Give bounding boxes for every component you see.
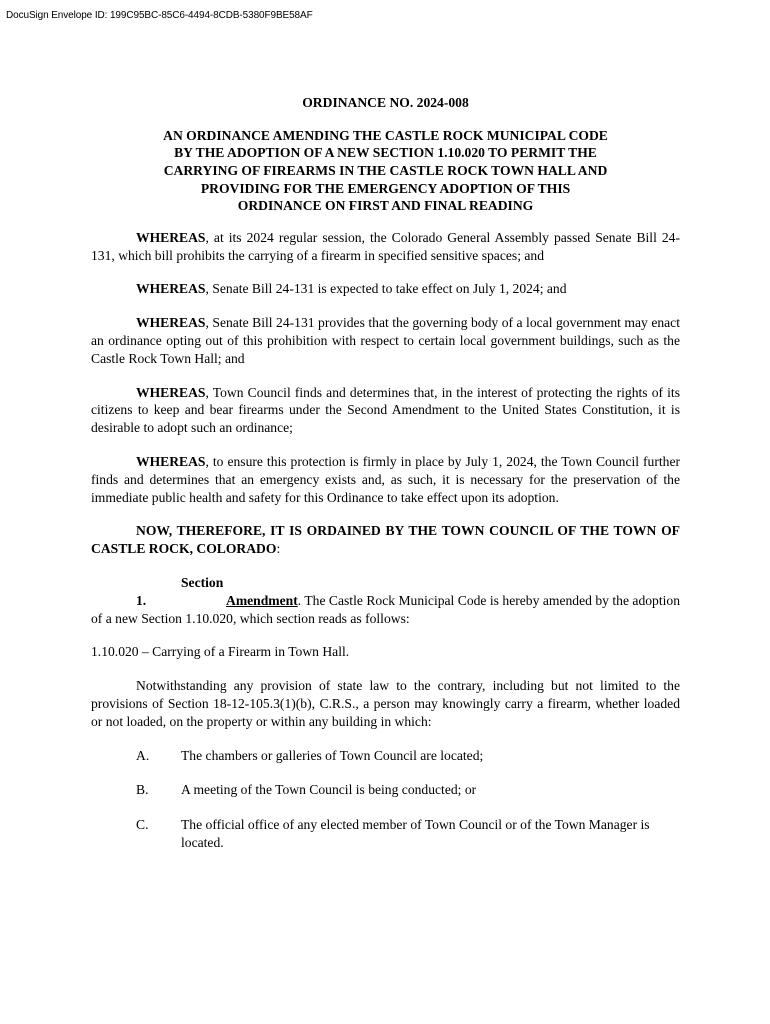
- ordained-colon: :: [276, 541, 281, 557]
- list-letter: C.: [136, 817, 149, 833]
- whereas-label: WHEREAS: [136, 384, 206, 400]
- whereas-label: WHEREAS: [136, 453, 206, 469]
- ordinance-number: ORDINANCE NO. 2024-008: [302, 95, 469, 110]
- list-text: The official office of any elected member of Town Council or of the Town Manager is located.: [181, 817, 650, 850]
- whereas-text: , to ensure this protection is firmly in place by July 1, 2024, the Town Council further finds and determines that an emergency exists and, as such, it is necessary for the preservation of the immediate public health and safety for this Ordinance to take effect upon its adoption.: [91, 453, 680, 505]
- whereas-clause-4: [91, 384, 680, 437]
- list-text: The chambers or galleries of Town Council are located;: [181, 747, 484, 763]
- whereas-text: , Senate Bill 24-131 is expected to take effect on July 1, 2024; and: [205, 281, 567, 297]
- section-label: Section 1.: [136, 574, 224, 608]
- ordinance-title: [91, 127, 680, 215]
- whereas-clause-5: [91, 453, 680, 506]
- whereas-label: WHEREAS: [136, 229, 206, 245]
- ordinance-document: [91, 94, 680, 869]
- code-body: Notwithstanding any provision of state law to the contrary, including but not limited to the provisions of Section 18-12-105.3(1)(b), C.R.S., a person may knowingly carry a firearm, whether loaded or not loaded, on the property or within any building in which:: [91, 678, 680, 729]
- list-letter: B.: [136, 782, 149, 798]
- code-heading: 1.10.020 – Carrying of a Firearm in Town Hall.: [91, 644, 350, 660]
- list-letter: A.: [136, 747, 150, 763]
- whereas-clause-1: [91, 229, 680, 265]
- ordained-clause: [91, 522, 680, 558]
- docusign-envelope-id: DocuSign Envelope ID: 199C95BC-85C6-4494-8CDB-5380F9BE58AF: [6, 10, 313, 21]
- title-line: ORDINANCE ON FIRST AND FINAL READING: [237, 198, 534, 214]
- list-item: [91, 816, 680, 852]
- section-text: . The Castle Rock Municipal Code is hereby amended by the adoption of a new Section 1.10.020, which section reads as follows:: [91, 592, 680, 626]
- title-line: CARRYING OF FIREARMS IN THE CASTLE ROCK TOWN HALL AND: [163, 162, 608, 178]
- list-text: A meeting of the Town Council is being conducted; or: [181, 782, 477, 798]
- section-1: [91, 574, 680, 627]
- title-line: PROVIDING FOR THE EMERGENCY ADOPTION OF THIS: [200, 180, 571, 196]
- ordained-text: NOW, THEREFORE, IT IS ORDAINED BY THE TOWN COUNCIL OF THE TOWN OF CASTLE ROCK, COLORADO: [91, 523, 680, 557]
- whereas-clause-2: [91, 280, 680, 298]
- whereas-clause-3: [91, 314, 680, 367]
- section-heading: Amendment: [226, 592, 298, 608]
- whereas-text: , at its 2024 regular session, the Colorado General Assembly passed Senate Bill 24-131, which bill prohibits the carrying of a firearm in specified sensitive spaces; and: [91, 229, 680, 263]
- whereas-text: , Senate Bill 24-131 provides that the governing body of a local government may enact an ordinance opting out of this prohibition with respect to certain local government buildings, such as the Castle Rock Town Hall; and: [91, 315, 680, 366]
- title-line: BY THE ADOPTION OF A NEW SECTION 1.10.020 TO PERMIT THE: [174, 145, 597, 161]
- list-item: [91, 781, 680, 799]
- title-line: AN ORDINANCE AMENDING THE CASTLE ROCK MUNICIPAL CODE: [163, 127, 608, 143]
- whereas-text: , Town Council finds and determines that, in the interest of protecting the rights of its citizens to keep and bear firearms under the Second Amendment to the United States Constitution, it is desirable to adopt such an ordinance;: [91, 384, 680, 436]
- list-item: [91, 747, 680, 765]
- whereas-label: WHEREAS: [136, 281, 206, 297]
- whereas-label: WHEREAS: [136, 315, 206, 331]
